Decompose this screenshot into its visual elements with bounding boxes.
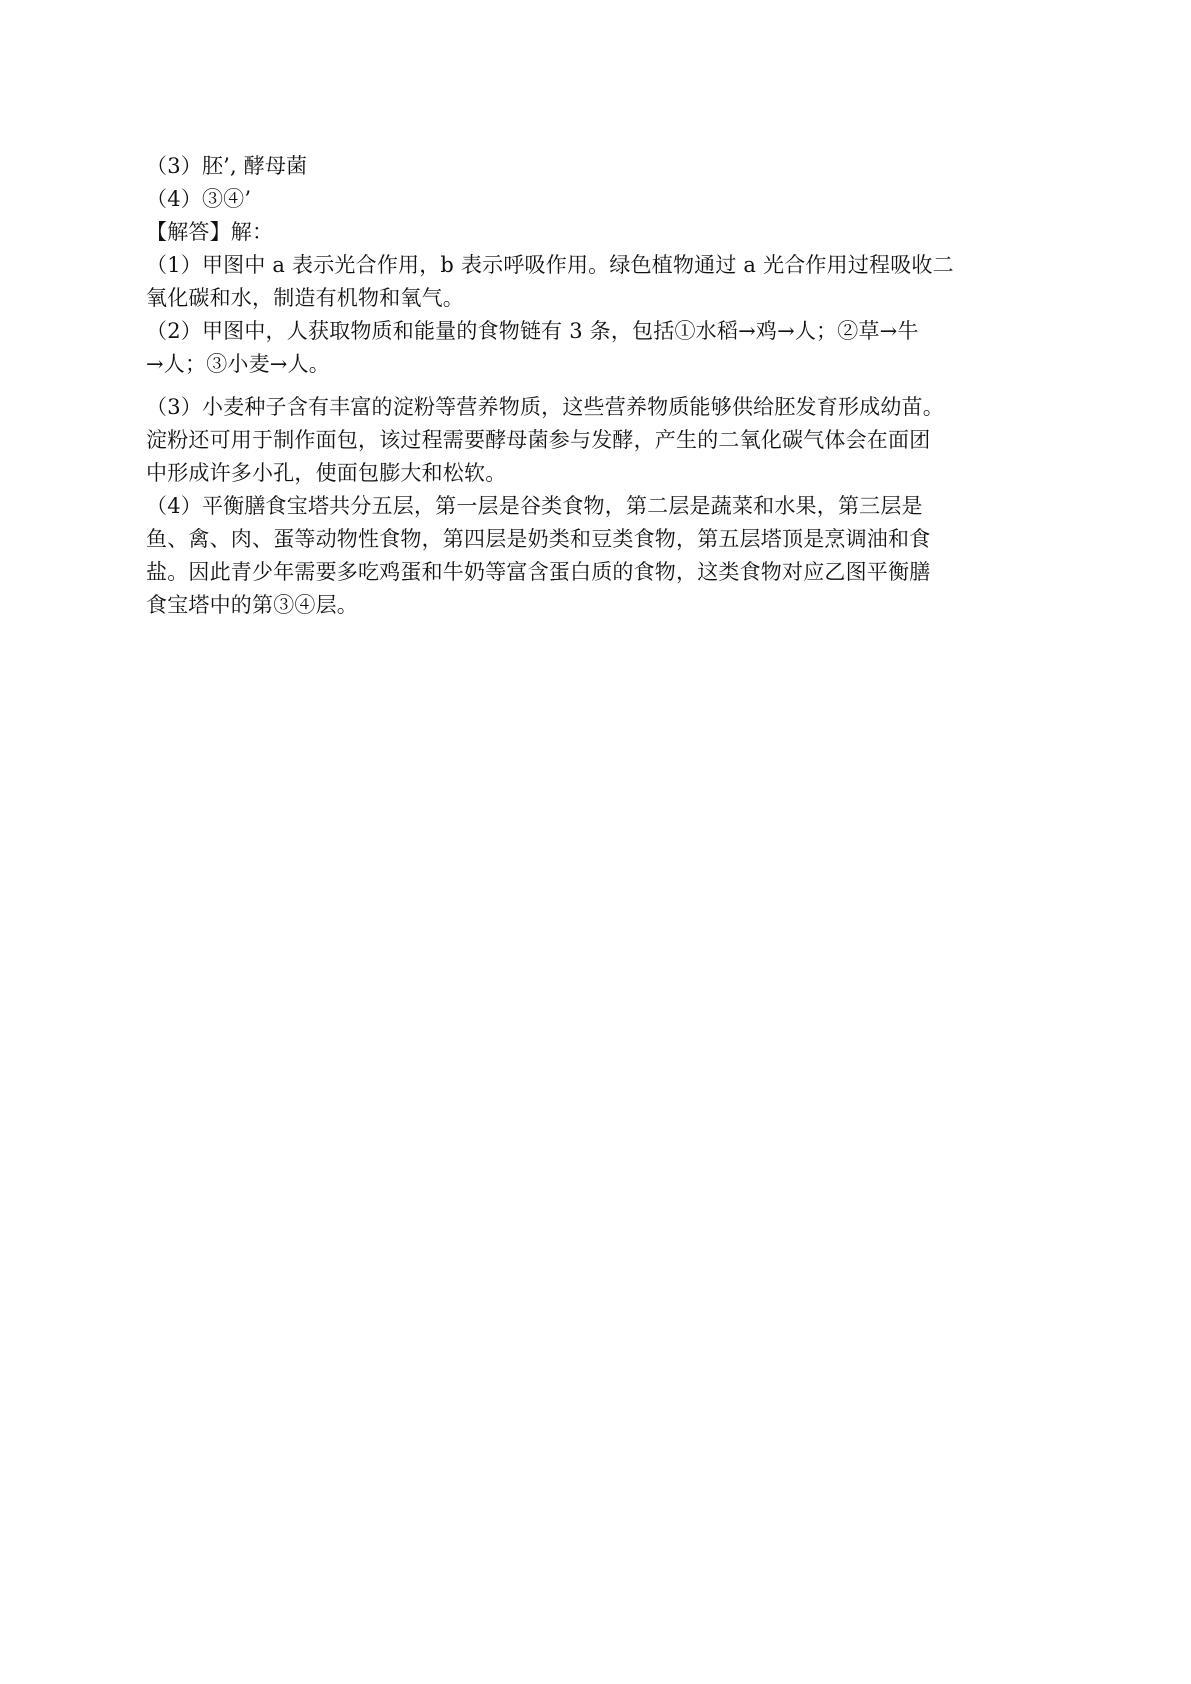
- solution-2-line-1: （2）甲图中，人获取物质和能量的食物链有 3 条，包括①水稻→鸡→人；②草→牛: [146, 319, 919, 343]
- answer-3-line: （3）胚’, 酵母菌: [146, 154, 308, 178]
- paragraph-gap: [146, 381, 1050, 391]
- solution-heading: 【解答】解：: [146, 220, 274, 244]
- solution-3-line-3: 中形成许多小孔，使面包膨大和松软。: [146, 461, 507, 485]
- answer-content: [146, 150, 1050, 622]
- answer-4-line: （4）③④’: [146, 187, 252, 211]
- solution-4-line-3: 盐。因此青少年需要多吃鸡蛋和牛奶等富含蛋白质的食物，这类食物对应乙图平衡膳: [146, 560, 931, 584]
- solution-3-line-1: （3）小麦种子含有丰富的淀粉等营养物质，这些营养物质能够供给胚发育形成幼苗。: [146, 395, 944, 419]
- solution-1-line-1: （1）甲图中 a 表示光合作用，b 表示呼吸作用。绿色植物通过 a 光合作用过程吸收二: [146, 253, 954, 277]
- solution-4-line-4: 食宝塔中的第③④层。: [146, 593, 358, 617]
- solution-4-line-2: 鱼、禽、肉、蛋等动物性食物，第四层是奶类和豆类食物，第五层塔顶是烹调油和食: [146, 527, 931, 551]
- solution-1-line-2: 氧化碳和水，制造有机物和氧气。: [146, 286, 464, 310]
- solution-3-line-2: 淀粉还可用于制作面包，该过程需要酵母菌参与发酵，产生的二氧化碳气体会在面团: [146, 428, 931, 452]
- solution-2-line-2: →人；③小麦→人。: [146, 352, 330, 376]
- solution-4-line-1: （4）平衡膳食宝塔共分五层，第一层是谷类食物，第二层是蔬菜和水果，第三层是: [146, 494, 923, 518]
